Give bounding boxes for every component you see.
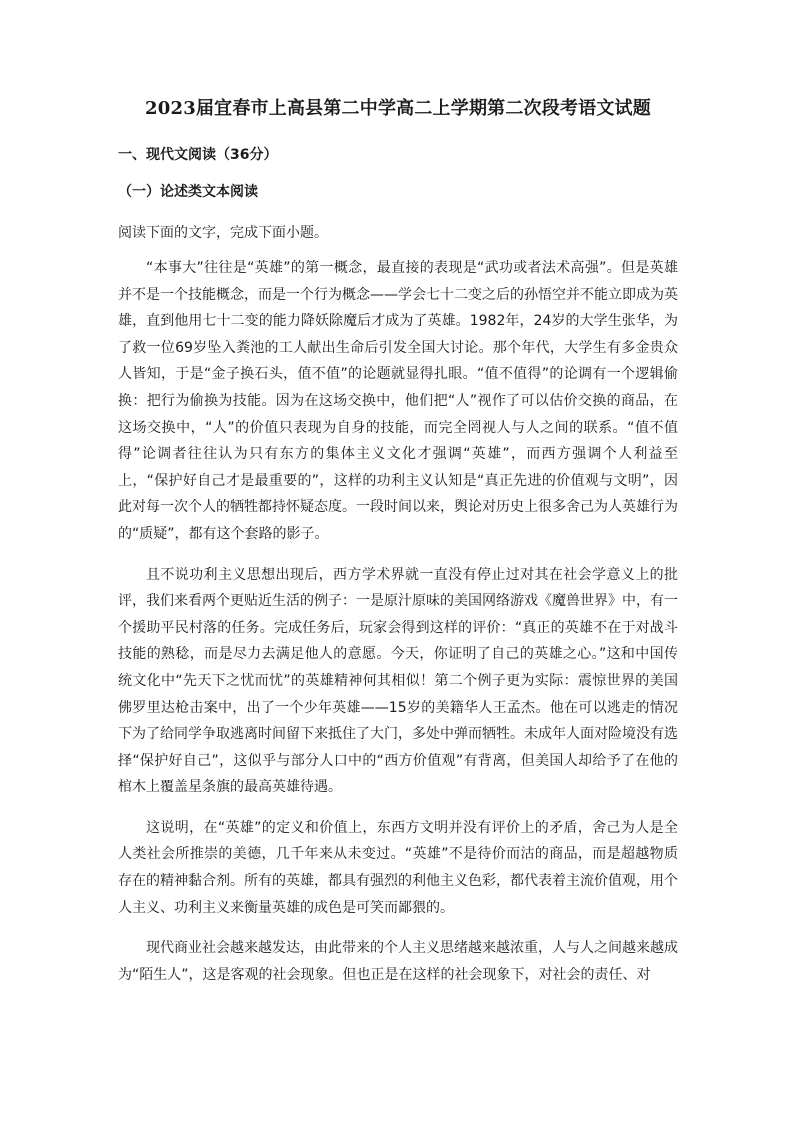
passage-paragraph-1: “本事大”往往是“英雄”的第一概念，最直接的表现是“武功或者法术高强”。但是英雄并不是一个技能概念，而是一个行为概念——学会七十二变之后的孙悟空并不能立即成为英雄，直到他用七十二变的能力降妖除魔后才成为了英雄。1982年，24岁的大学生张华，为了救一位69岁坠入粪池的工人献出生命后引发全国大讨论。那个年代，大学生有多金贵众人皆知，于是“金子换石头，值不值”的论题就显得扎眼。“值不值得”的论调有一个逻辑偷换：把行为偷换为技能。因为在这场交换中，他们把“人”视作了可以估价交换的商品，在这场交换中，“人”的价值只表现为自身的技能，而完全罔视人与人之间的联系。“值不值得”论调者往往认为只有东方的集体主义文化才强调“英雄”，而西方强调个人利益至上，“保护好自己才是最重要的”，这样的功利主义认知是“真正先进的价值观与文明”，因此对每一次个人的牺牲都持怀疑态度。一段时间以来，舆论对历史上很多舍己为人英雄行为的“质疑”，都有这个套路的影子。: [118, 260, 678, 542]
passage-paragraph-2: 且不说功利主义思想出现后，西方学术界就一直没有停止过对其在社会学意义上的批评，我们来看两个更贴近生活的例子：一是原汁原味的美国网络游戏《魔兽世界》中，有一个援助平民村落的任务。完成任务后，玩家会得到这样的评价：“真正的英雄不在于对战斗技能的熟稔，而是尽力去满足他人的意愿。今天，你证明了自己的英雄之心。”这和中国传统文化中“先天下之忧而忧”的英雄精神何其相似！第二个例子更为实际：震惊世界的美国佛罗里达枪击案中，出了一个少年英雄——15岁的美籍华人王孟杰。他在可以逃走的情况下为了给同学争取逃离时间留下来抵住了大门，多处中弹而牺牲。未成年人面对险境没有选择“保护好自己”，这似乎与部分人口中的“西方价值观”有背离，但美国人却给予了在他的棺木上覆盖星条旗的最高英雄待遇。: [118, 566, 678, 796]
subsection-heading: （一）论述类文本阅读: [118, 184, 258, 200]
passage-paragraph-4: 现代商业社会越来越发达，由此带来的个人主义思绪越来越浓重，人与人之间越来越成为“陌生人”，这是客观的社会现象。但也正是在这样的社会现象下，对社会的责任、对: [118, 940, 678, 983]
reading-instruction: 阅读下面的文字，完成下面小题。: [118, 225, 328, 241]
section-heading: 一、现代文阅读（36分）: [118, 147, 278, 163]
document-title: 2023届宜春市上高县第二中学高二上学期第二次段考语文试题: [145, 98, 651, 119]
passage-paragraph-3: 这说明，在“英雄”的定义和价值上，东西方文明并没有评价上的矛盾，舍己为人是全人类社会所推崇的美德，几千年来从未变过。“英雄”不是待价而沽的商品，而是超越物质存在的精神黏合剂。所有的英雄，都具有强烈的利他主义色彩，都代表着主流价值观，用个人主义、功利主义来衡量英雄的成色是可笑而鄙猥的。: [118, 819, 678, 916]
